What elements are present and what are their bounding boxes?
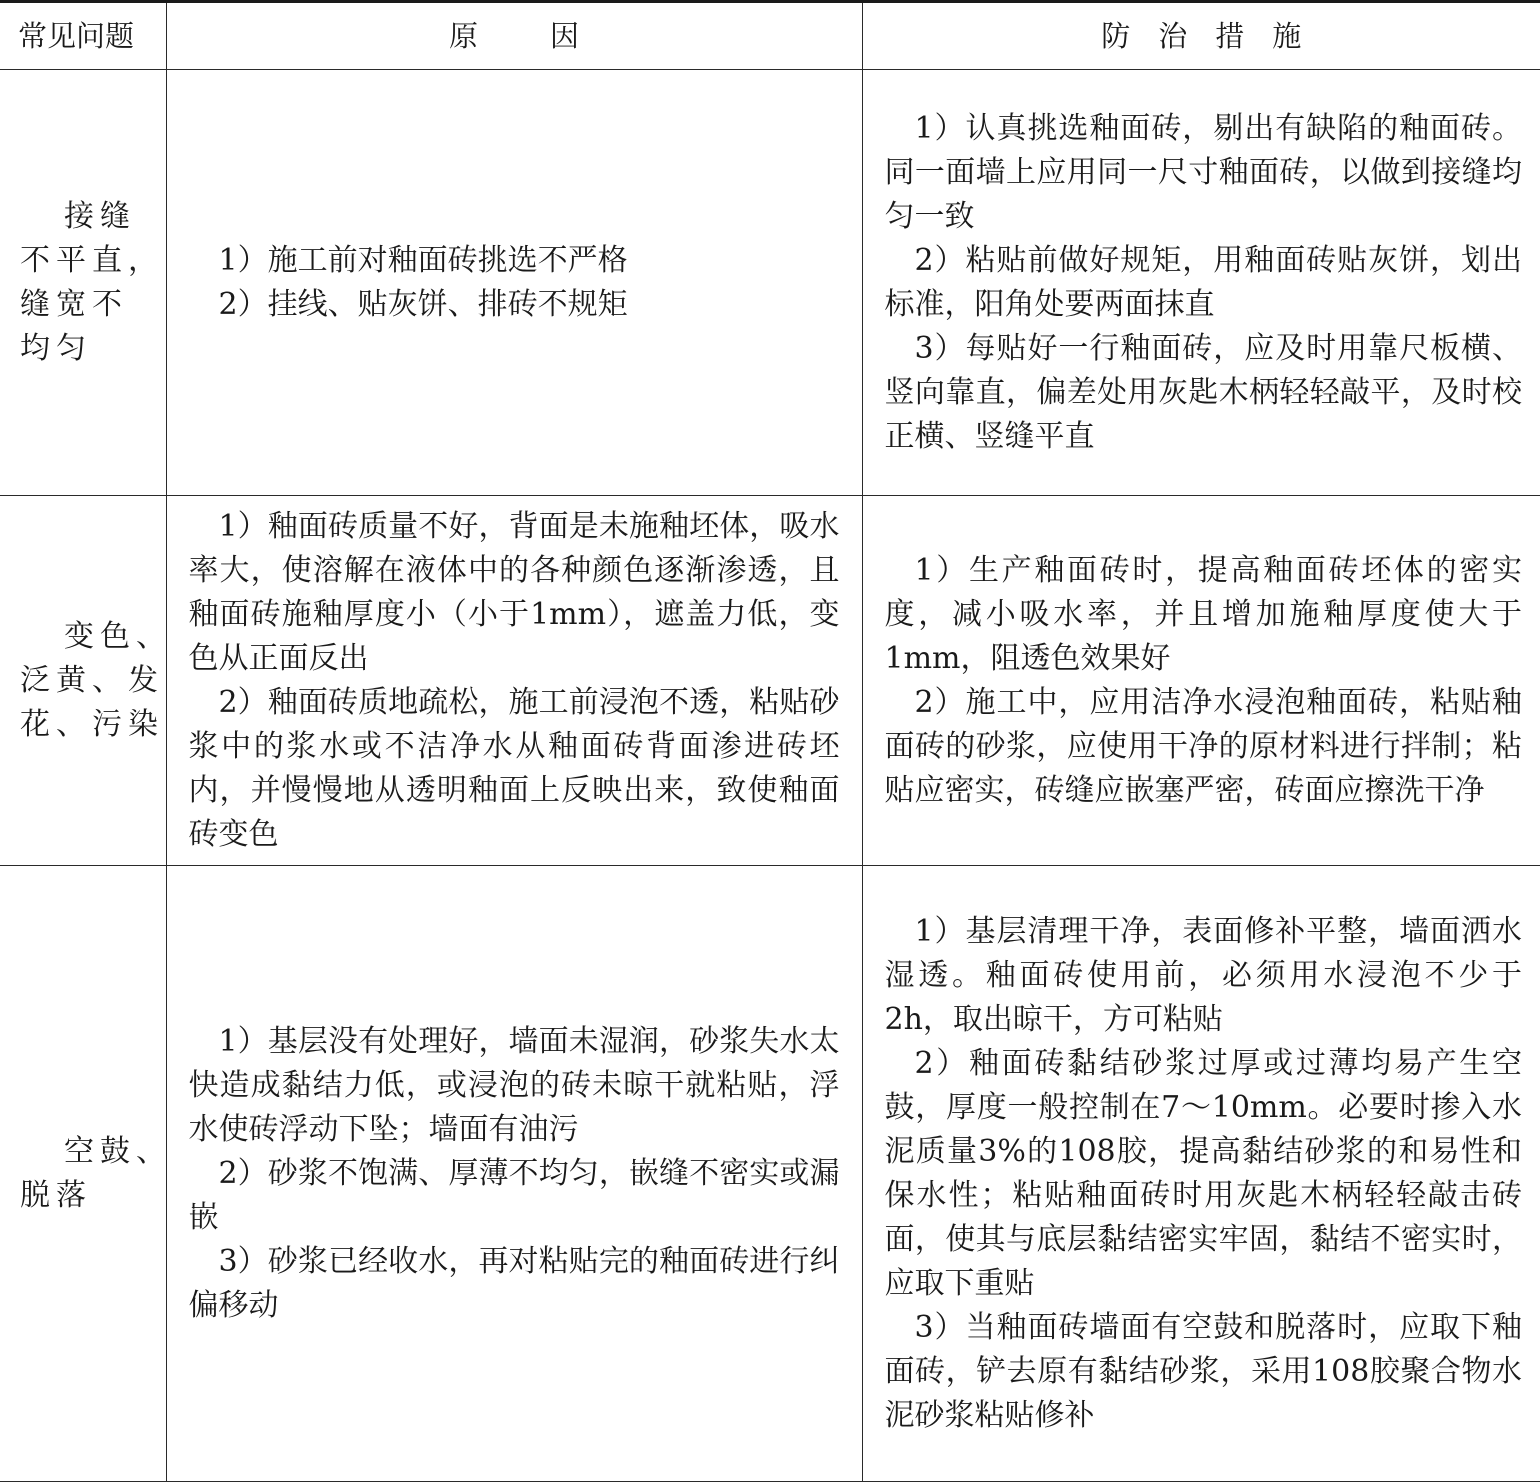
- cause-item: 2）砂浆不饱满、厚薄不均匀，嵌缝不密实或漏嵌: [188, 1155, 840, 1235]
- problem-line: 接缝: [64, 198, 136, 234]
- cause-cell: [166, 866, 862, 1482]
- table-row: [0, 496, 1540, 866]
- measure-item: 1）生产釉面砖时，提高釉面砖坯体的密实度，减小吸水率，并且增加施釉厚度使大于1mm，阻透色效果好: [884, 552, 1522, 676]
- problem-cell: [0, 866, 172, 1482]
- cause-cell: [166, 496, 862, 866]
- problem-line: 泛黄、发: [20, 662, 164, 698]
- cause-item: 1）釉面砖质量不好，背面是未施釉坯体，吸水率大，使溶解在液体中的各种颜色逐渐渗透，且釉面砖施釉厚度小（小于1mm），遮盖力低，变色从正面反出: [188, 508, 840, 676]
- measure-item: 2）釉面砖黏结砂浆过厚或过薄均易产生空鼓，厚度一般控制在7～10mm。必要时掺入水泥质量3%的108胶，提高黏结砂浆的和易性和保水性；粘贴釉面砖时用灰匙木柄轻轻敲击砖面，使其与底层黏结密实牢固，黏结不密实时，应取下重贴: [884, 1045, 1522, 1301]
- cause-item: 1）施工前对釉面砖挑选不严格: [218, 242, 628, 278]
- header-problem: 常见问题: [0, 2, 166, 70]
- table-row: [0, 70, 1540, 496]
- problem-line: 脱落: [20, 1177, 92, 1213]
- cause-item: 2）釉面砖质地疏松，施工前浸泡不透，粘贴砂浆中的浆水或不洁净水从釉面砖背面渗进砖坯内，并慢慢地从透明釉面上反映出来，致使釉面砖变色: [188, 684, 840, 852]
- table-header-row: [0, 2, 1540, 70]
- problem-line: 变色、: [64, 618, 172, 654]
- table-row: [0, 866, 1540, 1482]
- problem-line: 空鼓、: [64, 1133, 172, 1169]
- problem-line: 不平直，: [20, 242, 164, 278]
- measure-item: 2）施工中，应用洁净水浸泡釉面砖，粘贴釉面砖的砂浆，应使用干净的原材料进行拌制；粘贴应密实，砖缝应嵌塞严密，砖面应擦洗干净: [884, 684, 1522, 808]
- measure-cell: [862, 496, 1540, 866]
- cause-cell: [166, 70, 862, 496]
- header-measure: 防治措施: [862, 2, 1540, 70]
- measure-item: 2）粘贴前做好规矩，用釉面砖贴灰饼，划出标准，阳角处要两面抹直: [884, 242, 1522, 322]
- problem-line: 花、污染: [20, 706, 164, 742]
- measure-item: 3）当釉面砖墙面有空鼓和脱落时，应取下釉面砖，铲去原有黏结砂浆，采用108胶聚合物水泥砂浆粘贴修补: [884, 1309, 1522, 1433]
- problem-cell: [0, 70, 166, 496]
- measure-cell: [862, 866, 1540, 1482]
- measure-item: 3）每贴好一行釉面砖，应及时用靠尺板横、竖向靠直，偏差处用灰匙木柄轻轻敲平，及时校正横、竖缝平直: [884, 330, 1522, 454]
- problem-line: 缝宽不: [20, 286, 128, 322]
- problem-cell: [0, 496, 172, 866]
- cause-item: 2）挂线、贴灰饼、排砖不规矩: [218, 286, 628, 322]
- header-cause: 原因: [166, 2, 862, 70]
- measure-item: 1）认真挑选釉面砖，剔出有缺陷的釉面砖。同一面墙上应用同一尺寸釉面砖，以做到接缝均匀一致: [884, 110, 1522, 234]
- problem-line: 均匀: [20, 330, 92, 366]
- measure-cell: [862, 70, 1540, 496]
- measure-item: 1）基层清理干净，表面修补平整，墙面洒水湿透。釉面砖使用前，必须用水浸泡不少于2h，取出晾干，方可粘贴: [884, 913, 1522, 1037]
- cause-item: 1）基层没有处理好，墙面未湿润，砂浆失水太快造成黏结力低，或浸泡的砖未晾干就粘贴，浮水使砖浮动下坠；墙面有油污: [188, 1023, 840, 1147]
- cause-item: 3）砂浆已经收水，再对粘贴完的釉面砖进行纠偏移动: [188, 1243, 840, 1323]
